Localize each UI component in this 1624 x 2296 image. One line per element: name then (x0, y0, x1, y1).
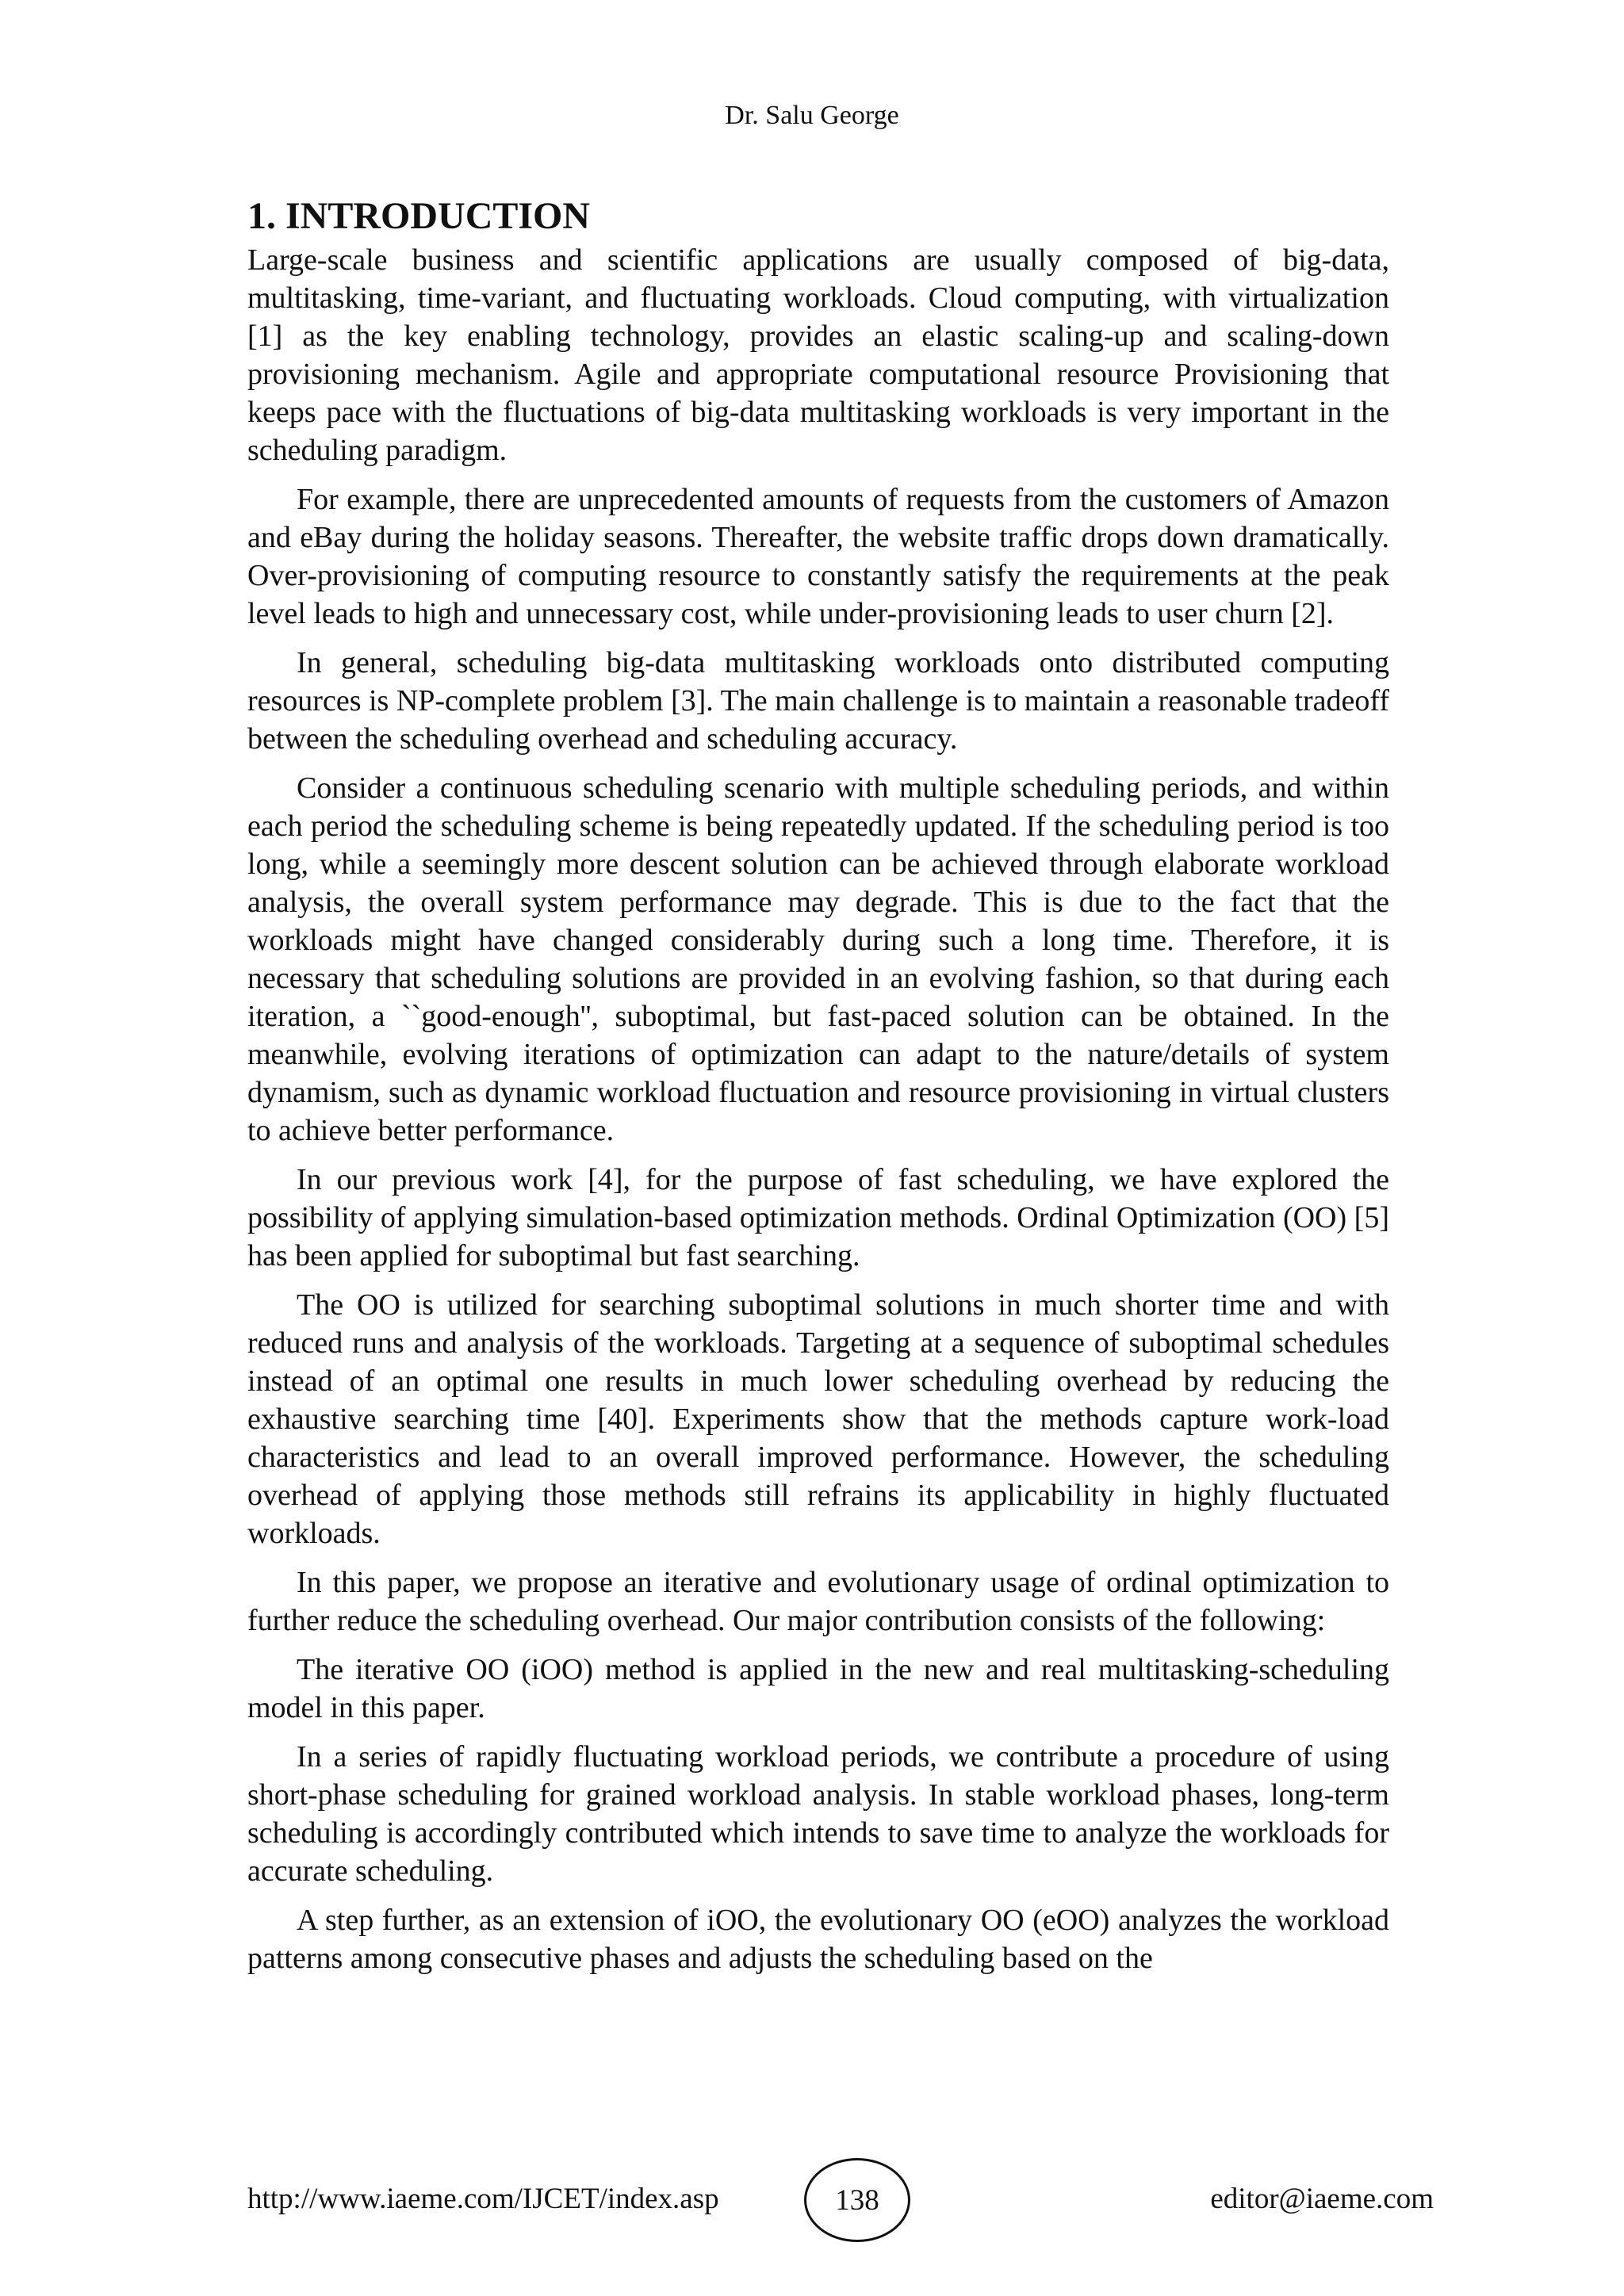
page-footer (0, 2158, 1624, 2245)
paragraph: In this paper, we propose an iterative and evolutionary usage of ordinal optimization to further reduce the scheduling overhead. Our major contribution consists of the following: (247, 1566, 1389, 1637)
paragraph: The OO is utilized for searching suboptimal solutions in much shorter time and with reduced runs and analysis of the workloads. Targeting at a sequence of suboptimal schedules instead of an optimal one results in much lower scheduling overhead by reducing the exhaustive searching time [40]. Experiments show that the methods capture work-load characteristics and lead to an overall improved performance. However, the scheduling overhead of applying those methods still refrains its applicability in highly fluctuated workloads. (247, 1288, 1389, 1550)
journal-url-link[interactable]: http://www.iaeme.com/IJCET/index.asp (247, 2183, 719, 2215)
paragraph: The iterative OO (iOO) method is applied in the new and real multitasking-scheduling model in this paper. (247, 1653, 1389, 1724)
paragraph: In our previous work [4], for the purpose of fast scheduling, we have explored the possibility of applying simulation-based optimization methods. Ordinal Optimization (OO) [5] has been applied for suboptimal but fast searching. (247, 1163, 1389, 1272)
article-body (247, 193, 1389, 1988)
paragraph: Consider a continuous scheduling scenario with multiple scheduling periods, and within each period the scheduling scheme is being repeatedly updated. If the scheduling period is too long, while a seemingly more descent solution can be achieved through elaborate workload analysis, the overall system performance may degrade. This is due to the fact that the workloads might have changed considerably during such a long time. Therefore, it is necessary that scheduling solutions are provided in an evolving fashion, so that during each iteration, a ``good-enough'', suboptimal, but fast-paced solution can be obtained. In the meanwhile, evolving iterations of optimization can adapt to the nature/details of system dynamism, such as dynamic workload fluctuation and resource provisioning in virtual clusters to achieve better performance. (247, 771, 1389, 1147)
paragraph: Large-scale business and scientific applications are usually composed of big-data, multitasking, time-variant, and fluctuating workloads. Cloud computing, with virtualization [1] as the key enabling technology, provides an elastic scaling-up and scaling-down provisioning mechanism. Agile and appropriate computational resource Provisioning that keeps pace with the fluctuations of big-data multitasking workloads is very important in the scheduling paradigm. (247, 243, 1389, 467)
page-number: 138 (835, 2183, 879, 2217)
running-header-author: Dr. Salu George (725, 101, 899, 130)
paragraph: A step further, as an extension of iOO, the evolutionary OO (eOO) analyzes the workload patterns among consecutive phases and adjusts the scheduling based on the (247, 1904, 1389, 1975)
editor-email-link[interactable]: editor@iaeme.com (1210, 2183, 1434, 2215)
paragraph: In general, scheduling big-data multitasking workloads onto distributed computing resources is NP-complete problem [3]. The main challenge is to maintain a reasonable tradeoff between the scheduling overhead and scheduling accuracy. (247, 646, 1389, 756)
paragraph: For example, there are unprecedented amounts of requests from the customers of Amazon and eBay during the holiday seasons. Thereafter, the website traffic drops down dramatically. Over-provisioning of computing resource to constantly satisfy the requirements at the peak level leads to high and unnecessary cost, while under-provisioning leads to user churn [2]. (247, 483, 1389, 630)
section-title: 1. INTRODUCTION (247, 195, 591, 237)
page-number-badge (804, 2158, 910, 2242)
paragraph: In a series of rapidly fluctuating workload periods, we contribute a procedure of using short-phase scheduling for grained workload analysis. In stable workload phases, long-term scheduling is accordingly contributed which intends to save time to analyze the workloads for accurate scheduling. (247, 1740, 1389, 1888)
